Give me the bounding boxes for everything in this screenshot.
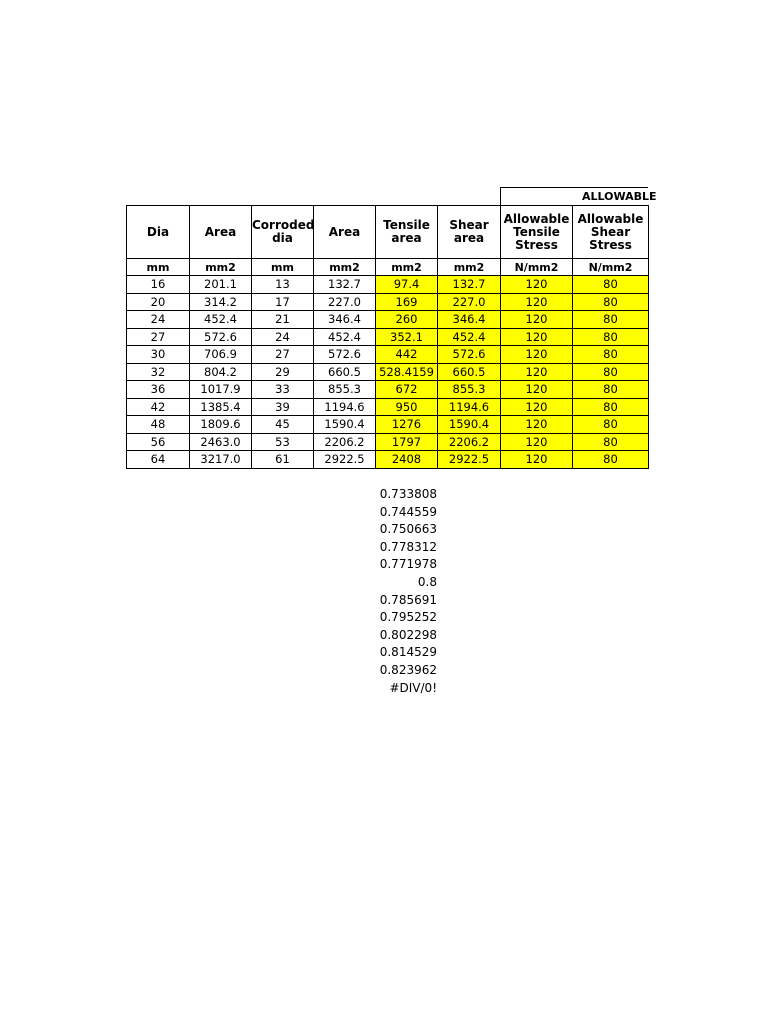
cell-dia[interactable]: 64 — [127, 451, 190, 469]
col-header-area[interactable]: Area — [190, 206, 252, 259]
cell-allowable-tensile[interactable]: 120 — [501, 451, 573, 469]
cell-corroded-dia[interactable]: 39 — [252, 398, 314, 416]
cell-corroded-dia[interactable]: 17 — [252, 293, 314, 311]
cell-allowable-shear[interactable]: 80 — [573, 293, 649, 311]
cell-corroded-area[interactable]: 2206.2 — [314, 433, 376, 451]
table-row — [127, 328, 649, 346]
cell-tensile-area[interactable]: 442 — [376, 346, 438, 364]
cell-area[interactable]: 706.9 — [190, 346, 252, 364]
cell-corroded-dia[interactable]: 27 — [252, 346, 314, 364]
cell-corroded-dia[interactable]: 24 — [252, 328, 314, 346]
unit-cell[interactable]: N/mm2 — [501, 259, 573, 276]
cell-dia[interactable]: 27 — [127, 328, 190, 346]
cell-area[interactable]: 804.2 — [190, 363, 252, 381]
unit-cell[interactable]: mm — [127, 259, 190, 276]
cell-corroded-area[interactable]: 346.4 — [314, 311, 376, 329]
col-header-corroded-dia[interactable]: Corroded dia — [252, 206, 314, 259]
cell-allowable-shear[interactable]: 80 — [573, 311, 649, 329]
table-row — [127, 416, 649, 434]
cell-tensile-area[interactable]: 260 — [376, 311, 438, 329]
cell-shear-area[interactable]: 660.5 — [438, 363, 501, 381]
cell-tensile-area[interactable]: 1276 — [376, 416, 438, 434]
unit-cell[interactable]: N/mm2 — [573, 259, 649, 276]
cell-shear-area[interactable]: 1194.6 — [438, 398, 501, 416]
cell-area[interactable]: 1385.4 — [190, 398, 252, 416]
table-row — [127, 346, 649, 364]
cell-allowable-shear[interactable]: 80 — [573, 381, 649, 399]
cell-dia[interactable]: 36 — [127, 381, 190, 399]
col-header-allowable-shear-stress[interactable]: Allowable Shear Stress — [573, 206, 649, 259]
cell-corroded-area[interactable]: 2922.5 — [314, 451, 376, 469]
cell-shear-area[interactable]: 452.4 — [438, 328, 501, 346]
table-row — [127, 398, 649, 416]
cell-tensile-area[interactable]: 528.4159 — [376, 363, 438, 381]
ratio-cell[interactable]: 0.771978 — [379, 557, 437, 572]
cell-allowable-tensile[interactable]: 120 — [501, 346, 573, 364]
ratio-cell[interactable]: 0.785691 — [379, 592, 437, 607]
cell-corroded-area[interactable]: 660.5 — [314, 363, 376, 381]
cell-dia[interactable]: 48 — [127, 416, 190, 434]
cell-area[interactable]: 1017.9 — [190, 381, 252, 399]
cell-tensile-area[interactable]: 97.4 — [376, 276, 438, 294]
cell-shear-area[interactable]: 132.7 — [438, 276, 501, 294]
cell-corroded-area[interactable]: 572.6 — [314, 346, 376, 364]
ratio-cell[interactable]: 0.733808 — [379, 487, 437, 501]
ratio-cell[interactable]: 0.778312 — [379, 539, 437, 554]
unit-cell[interactable]: mm2 — [438, 259, 501, 276]
cell-corroded-dia[interactable]: 29 — [252, 363, 314, 381]
cell-corroded-dia[interactable]: 61 — [252, 451, 314, 469]
cell-shear-area[interactable]: 1590.4 — [438, 416, 501, 434]
cell-allowable-shear[interactable]: 80 — [573, 451, 649, 469]
cell-tensile-area[interactable]: 2408 — [376, 451, 438, 469]
table-row — [127, 311, 649, 329]
cell-tensile-area[interactable]: 672 — [376, 381, 438, 399]
cell-allowable-shear[interactable]: 80 — [573, 363, 649, 381]
ratio-column — [340, 486, 437, 697]
cell-shear-area[interactable]: 346.4 — [438, 311, 501, 329]
cell-area[interactable]: 3217.0 — [190, 451, 252, 469]
cell-corroded-area[interactable]: 1590.4 — [314, 416, 376, 434]
cell-allowable-tensile[interactable]: 120 — [501, 363, 573, 381]
cell-corroded-area[interactable]: 855.3 — [314, 381, 376, 399]
ratio-cell[interactable]: 0.802298 — [379, 627, 437, 642]
ratio-cell[interactable]: 0.814529 — [379, 645, 437, 660]
cell-area[interactable]: 201.1 — [190, 276, 252, 294]
unit-cell[interactable]: mm2 — [376, 259, 438, 276]
cell-area[interactable]: 2463.0 — [190, 433, 252, 451]
cell-corroded-dia[interactable]: 13 — [252, 276, 314, 294]
cell-shear-area[interactable]: 855.3 — [438, 381, 501, 399]
cell-corroded-dia[interactable]: 33 — [252, 381, 314, 399]
cell-allowable-tensile[interactable]: 120 — [501, 276, 573, 294]
cell-corroded-area[interactable]: 132.7 — [314, 276, 376, 294]
cell-allowable-shear[interactable]: 80 — [573, 276, 649, 294]
cell-allowable-shear[interactable]: 80 — [573, 398, 649, 416]
cell-corroded-dia[interactable]: 53 — [252, 433, 314, 451]
table-row — [127, 451, 649, 469]
col-header-tensile-area[interactable]: Tensile area — [376, 206, 438, 259]
cell-dia[interactable]: 20 — [127, 293, 190, 311]
cell-allowable-shear[interactable]: 80 — [573, 416, 649, 434]
ratio-cell[interactable]: 0.795252 — [379, 610, 437, 625]
cell-allowable-shear[interactable]: 80 — [573, 328, 649, 346]
cell-dia[interactable]: 30 — [127, 346, 190, 364]
cell-allowable-tensile[interactable]: 120 — [501, 381, 573, 399]
bolt-data-table — [126, 205, 649, 469]
unit-cell[interactable]: mm — [252, 259, 314, 276]
header-row — [127, 206, 649, 259]
col-header-corroded-area[interactable]: Area — [314, 206, 376, 259]
cell-tensile-area[interactable]: 1797 — [376, 433, 438, 451]
cell-dia[interactable]: 16 — [127, 276, 190, 294]
cell-allowable-tensile[interactable]: 120 — [501, 398, 573, 416]
cell-allowable-tensile[interactable]: 120 — [501, 293, 573, 311]
col-header-shear-area[interactable]: Shear area — [438, 206, 501, 259]
cell-area[interactable]: 452.4 — [190, 311, 252, 329]
cell-allowable-shear[interactable]: 80 — [573, 433, 649, 451]
table-row — [127, 276, 649, 294]
cell-allowable-tensile[interactable]: 120 — [501, 433, 573, 451]
error-cell[interactable]: #DIV/0! — [389, 680, 437, 695]
cell-allowable-shear[interactable]: 80 — [573, 346, 649, 364]
col-header-dia[interactable]: Dia — [127, 206, 190, 259]
cell-dia[interactable]: 42 — [127, 398, 190, 416]
cell-tensile-area[interactable]: 352.1 — [376, 328, 438, 346]
cell-tensile-area[interactable]: 169 — [376, 293, 438, 311]
cell-area[interactable]: 572.6 — [190, 328, 252, 346]
cell-dia[interactable]: 56 — [127, 433, 190, 451]
cell-allowable-tensile[interactable]: 120 — [501, 416, 573, 434]
cell-tensile-area[interactable]: 950 — [376, 398, 438, 416]
cell-corroded-area[interactable]: 227.0 — [314, 293, 376, 311]
cell-corroded-area[interactable]: 452.4 — [314, 328, 376, 346]
cell-shear-area[interactable]: 227.0 — [438, 293, 501, 311]
cell-shear-area[interactable]: 2206.2 — [438, 433, 501, 451]
table-row — [127, 363, 649, 381]
cell-corroded-area[interactable]: 1194.6 — [314, 398, 376, 416]
unit-cell[interactable]: mm2 — [190, 259, 252, 276]
cell-area[interactable]: 314.2 — [190, 293, 252, 311]
cell-allowable-tensile[interactable]: 120 — [501, 328, 573, 346]
unit-cell[interactable]: mm2 — [314, 259, 376, 276]
table-row — [127, 293, 649, 311]
ratio-cell[interactable]: 0.8 — [417, 574, 437, 589]
group-header-allowable: ALLOWABLE — [500, 187, 648, 205]
cell-dia[interactable]: 32 — [127, 363, 190, 381]
ratio-cell[interactable]: 0.823962 — [379, 662, 437, 677]
table-row — [127, 433, 649, 451]
ratio-cell[interactable]: 0.750663 — [379, 522, 437, 537]
cell-area[interactable]: 1809.6 — [190, 416, 252, 434]
cell-shear-area[interactable]: 2922.5 — [438, 451, 501, 469]
cell-corroded-dia[interactable]: 21 — [252, 311, 314, 329]
cell-allowable-tensile[interactable]: 120 — [501, 311, 573, 329]
units-row — [127, 259, 649, 276]
col-header-allowable-tensile-stress[interactable]: Allowable Tensile Stress — [501, 206, 573, 259]
cell-corroded-dia[interactable]: 45 — [252, 416, 314, 434]
ratio-cell[interactable]: 0.744559 — [379, 504, 437, 519]
table-row — [127, 381, 649, 399]
cell-dia[interactable]: 24 — [127, 311, 190, 329]
cell-shear-area[interactable]: 572.6 — [438, 346, 501, 364]
